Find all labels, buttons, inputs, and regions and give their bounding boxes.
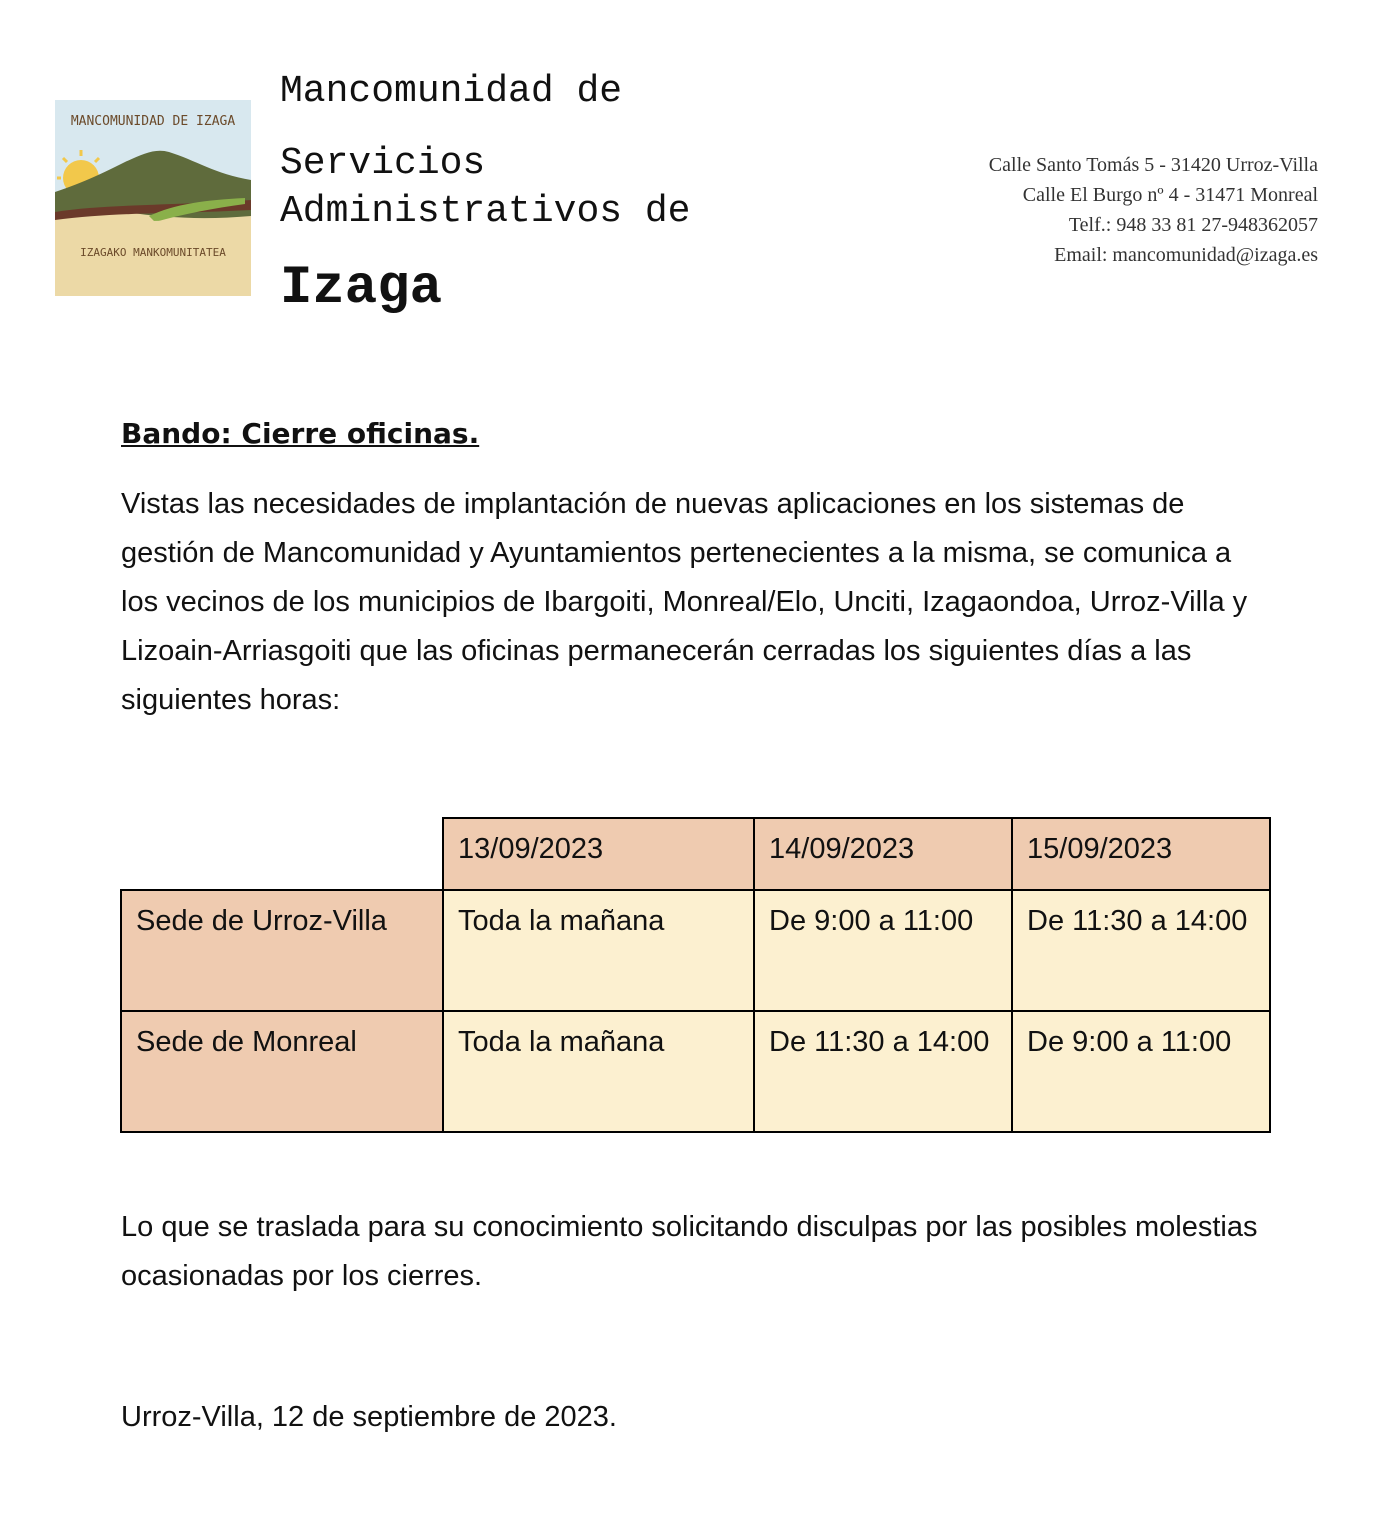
logo-illustration bbox=[55, 100, 251, 296]
logo-bottom-text: IZAGAKO MANKOMUNITATEA bbox=[80, 246, 226, 259]
main-paragraph: Vistas las necesidades de implantación de nuevas aplicaciones en los sistemas de gestión de Mancomunidad y Ayuntamientos pertenecientes a la misma, se comunica a los vecinos de los municipios de Ibargoiti, Monreal/Elo, Unciti, Izagaondoa, Urroz-Villa y Lizoain-Arriasgoiti que las oficinas permanecerán cerradas los siguientes días a las siguientes horas: bbox=[121, 488, 1248, 716]
table-cell: De 9:00 a 11:00 bbox=[754, 890, 1012, 1011]
logo-top-text: MANCOMUNIDAD DE IZAGA bbox=[70, 114, 236, 129]
closure-table bbox=[120, 817, 1271, 1133]
document-body bbox=[121, 414, 1271, 454]
table-column-header: 15/09/2023 bbox=[1012, 818, 1270, 890]
table-header-row bbox=[121, 818, 1270, 890]
address-block bbox=[989, 150, 1318, 270]
phone-line: Telf.: 948 33 81 27-948362057 bbox=[1068, 214, 1318, 236]
table-row-header: Sede de Urroz-Villa bbox=[121, 890, 443, 1011]
table-cell: De 11:30 a 14:00 bbox=[754, 1011, 1012, 1132]
closing-paragraph: Lo que se traslada para su conocimiento solicitando disculpas por las posibles molestias ocasionadas por los cierres. bbox=[121, 1211, 1258, 1292]
table-column-header: 14/09/2023 bbox=[754, 818, 1012, 890]
table-cell: De 11:30 a 14:00 bbox=[1012, 890, 1270, 1011]
address-line: Calle Santo Tomás 5 - 31420 Urroz-Villa bbox=[988, 154, 1318, 176]
org-line-3: Administrativos de bbox=[280, 190, 691, 233]
table-row-header: Sede de Monreal bbox=[121, 1011, 443, 1132]
table-cell: De 9:00 a 11:00 bbox=[1012, 1011, 1270, 1132]
org-line-4: Izaga bbox=[280, 258, 443, 319]
logo bbox=[55, 100, 251, 296]
document-title: Bando: Cierre oficinas. bbox=[121, 417, 480, 450]
table-cell: Toda la mañana bbox=[443, 1011, 754, 1132]
email-line: Email: mancomunidad@izaga.es bbox=[1054, 244, 1318, 266]
table-row bbox=[121, 1011, 1270, 1132]
org-line-1: Mancomunidad de bbox=[280, 70, 623, 113]
org-line-2: Servicios bbox=[280, 142, 486, 185]
table-row bbox=[121, 890, 1270, 1011]
date-line: Urroz-Villa, 12 de septiembre de 2023. bbox=[121, 1401, 617, 1433]
address-line: Calle El Burgo nº 4 - 31471 Monreal bbox=[1022, 184, 1318, 206]
table-column-header: 13/09/2023 bbox=[443, 818, 754, 890]
table-cell: Toda la mañana bbox=[443, 890, 754, 1011]
table-corner-cell bbox=[121, 818, 443, 890]
